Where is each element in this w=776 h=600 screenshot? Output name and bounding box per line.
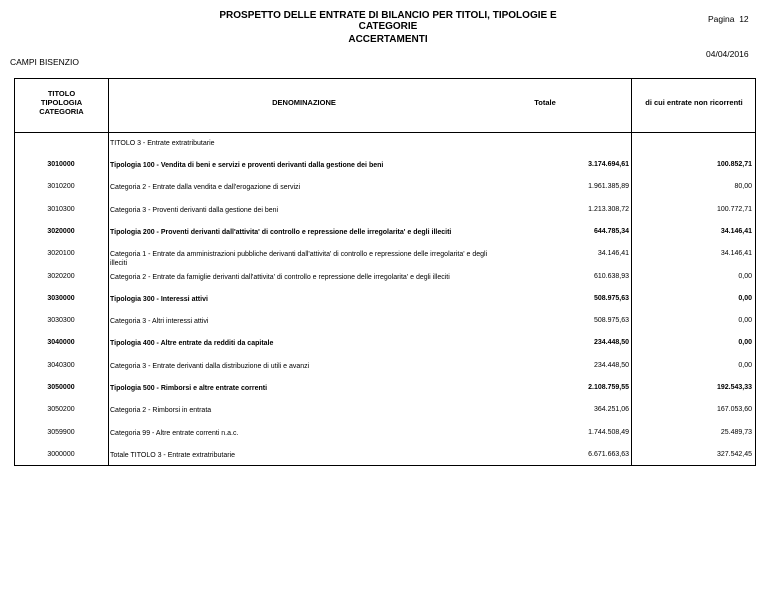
- report-title-line1: PROSPETTO DELLE ENTRATE DI BILANCIO PER TITOLI, TIPOLOGIE E: [219, 10, 557, 21]
- row-description: Tipologia 500 - Rimborsi e altre entrate correnti: [110, 385, 268, 392]
- table-row: [15, 291, 755, 313]
- row-nonrecurring: 167.053,60: [716, 406, 752, 414]
- row-description: Categoria 1 - Entrate da amministrazioni pubbliche derivanti dall'attivita' di controllo e repressione delle irregolarita' e degli illeciti: [110, 251, 488, 268]
- row-nonrecurring: 327.542,45: [716, 450, 752, 458]
- row-description: Tipologia 200 - Proventi derivanti dall'attivita' di controllo e repressione delle irregolarita' e degli illeciti: [110, 228, 452, 236]
- row-code: 3050200: [47, 406, 75, 414]
- col-header-code-line1: TITOLO: [47, 89, 76, 98]
- table-row: [15, 157, 755, 179]
- table-row: [15, 202, 755, 224]
- row-total: 34.146,41: [597, 250, 629, 258]
- row-nonrecurring: 0,00: [738, 294, 752, 302]
- table-row: [15, 402, 755, 424]
- row-description: Categoria 3 - Proventi derivanti dalla gestione dei beni: [110, 206, 279, 214]
- table-row: [15, 313, 755, 335]
- col-header-description: DENOMINAZIONE: [272, 98, 336, 107]
- report-subtitle: ACCERTAMENTI: [348, 34, 428, 45]
- row-total: 234.448,50: [593, 361, 629, 369]
- table-row: [15, 380, 755, 402]
- row-total: 1.744.508,49: [588, 428, 629, 436]
- row-total: 508.975,63: [593, 294, 629, 302]
- table-row: [15, 447, 755, 469]
- page-number: 12: [739, 14, 749, 24]
- row-description: Categoria 99 - Altre entrate correnti n.a.c.: [110, 429, 239, 437]
- page-label: Pagina: [708, 14, 735, 24]
- row-total: 508.975,63: [593, 317, 629, 325]
- col-header-code-line3: CATEGORIA: [39, 107, 84, 116]
- row-code: 3040000: [47, 339, 75, 347]
- row-code: 3010000: [47, 161, 75, 168]
- row-code: 3000000: [47, 450, 75, 458]
- row-description: Categoria 2 - Entrate da famiglie derivanti dall'attivita' di controllo e repressione delle irregolarita' e degli illeciti: [110, 273, 450, 281]
- row-code: 3010200: [47, 183, 75, 191]
- row-code: 3030300: [47, 317, 75, 325]
- row-code: 3030000: [47, 294, 75, 302]
- row-description: Tipologia 400 - Altre entrate da redditi da capitale: [110, 340, 274, 348]
- report-date: 04/04/2016: [706, 49, 749, 59]
- revenue-table: [14, 78, 756, 466]
- row-nonrecurring: 0,00: [738, 317, 752, 325]
- row-nonrecurring: 25.489,73: [720, 428, 752, 436]
- table-row: [15, 246, 755, 268]
- col-header-code-line2: TIPOLOGIA: [40, 98, 83, 107]
- row-total: 364.251,06: [593, 406, 629, 414]
- row-description: Categoria 3 - Entrate derivanti dalla distribuzione di utili e avanzi: [110, 362, 310, 370]
- row-nonrecurring: 100.852,71: [716, 161, 752, 168]
- row-nonrecurring: 192.543,33: [716, 384, 752, 391]
- row-nonrecurring: 0,00: [738, 272, 752, 280]
- page-indicator: [708, 14, 749, 24]
- entity-name: CAMPI BISENZIO: [10, 57, 79, 67]
- row-description: Tipologia 100 - Vendita di beni e servizi e proventi derivanti dalla gestione dei beni: [110, 162, 384, 169]
- row-total: 234.448,50: [593, 339, 629, 347]
- table-row: [15, 179, 755, 201]
- table-row: [15, 335, 755, 357]
- report-title-line2: CATEGORIE: [358, 21, 418, 32]
- row-total: 1.961.385,89: [588, 183, 629, 191]
- header-divider: [15, 132, 755, 133]
- row-nonrecurring: 100.772,71: [716, 205, 752, 213]
- row-code: 3020000: [47, 227, 75, 235]
- table-row: [15, 358, 755, 380]
- row-total: 644.785,34: [593, 227, 629, 235]
- table-row: [15, 269, 755, 291]
- row-nonrecurring: 0,00: [738, 361, 752, 369]
- row-total: 2.108.759,55: [588, 384, 629, 391]
- row-description: Tipologia 300 - Interessi attivi: [110, 295, 208, 303]
- row-code: 3050000: [47, 384, 75, 391]
- col-header-nonrecurring: di cui entrate non ricorrenti: [645, 98, 743, 107]
- section-title: TITOLO 3 - Entrate extratributarie: [110, 140, 215, 147]
- row-nonrecurring: 34.146,41: [720, 227, 752, 235]
- row-code: 3010300: [47, 205, 75, 213]
- col-header-code: [15, 89, 108, 116]
- table-row: [15, 425, 755, 447]
- row-description: Totale TITOLO 3 - Entrate extratributarie: [110, 451, 236, 459]
- row-total: 3.174.694,61: [588, 161, 629, 168]
- row-code: 3059900: [47, 428, 75, 436]
- section-row: [15, 135, 755, 157]
- row-code: 3020100: [47, 250, 75, 258]
- row-total: 610.638,93: [593, 272, 629, 280]
- col-header-total: Totale: [534, 98, 556, 107]
- row-nonrecurring: 34.146,41: [720, 250, 752, 258]
- row-description: Categoria 3 - Altri interessi attivi: [110, 318, 209, 326]
- row-description: Categoria 2 - Entrate dalla vendita e dall'erogazione di servizi: [110, 184, 301, 192]
- row-nonrecurring: 80,00: [734, 183, 752, 191]
- row-code: 3020200: [47, 272, 75, 280]
- row-nonrecurring: 0,00: [738, 339, 752, 347]
- table-row: [15, 224, 755, 246]
- row-total: 1.213.308,72: [588, 205, 629, 213]
- row-description: Categoria 2 - Rimborsi in entrata: [110, 407, 212, 415]
- row-code: 3040300: [47, 361, 75, 369]
- row-total: 6.671.663,63: [588, 450, 629, 458]
